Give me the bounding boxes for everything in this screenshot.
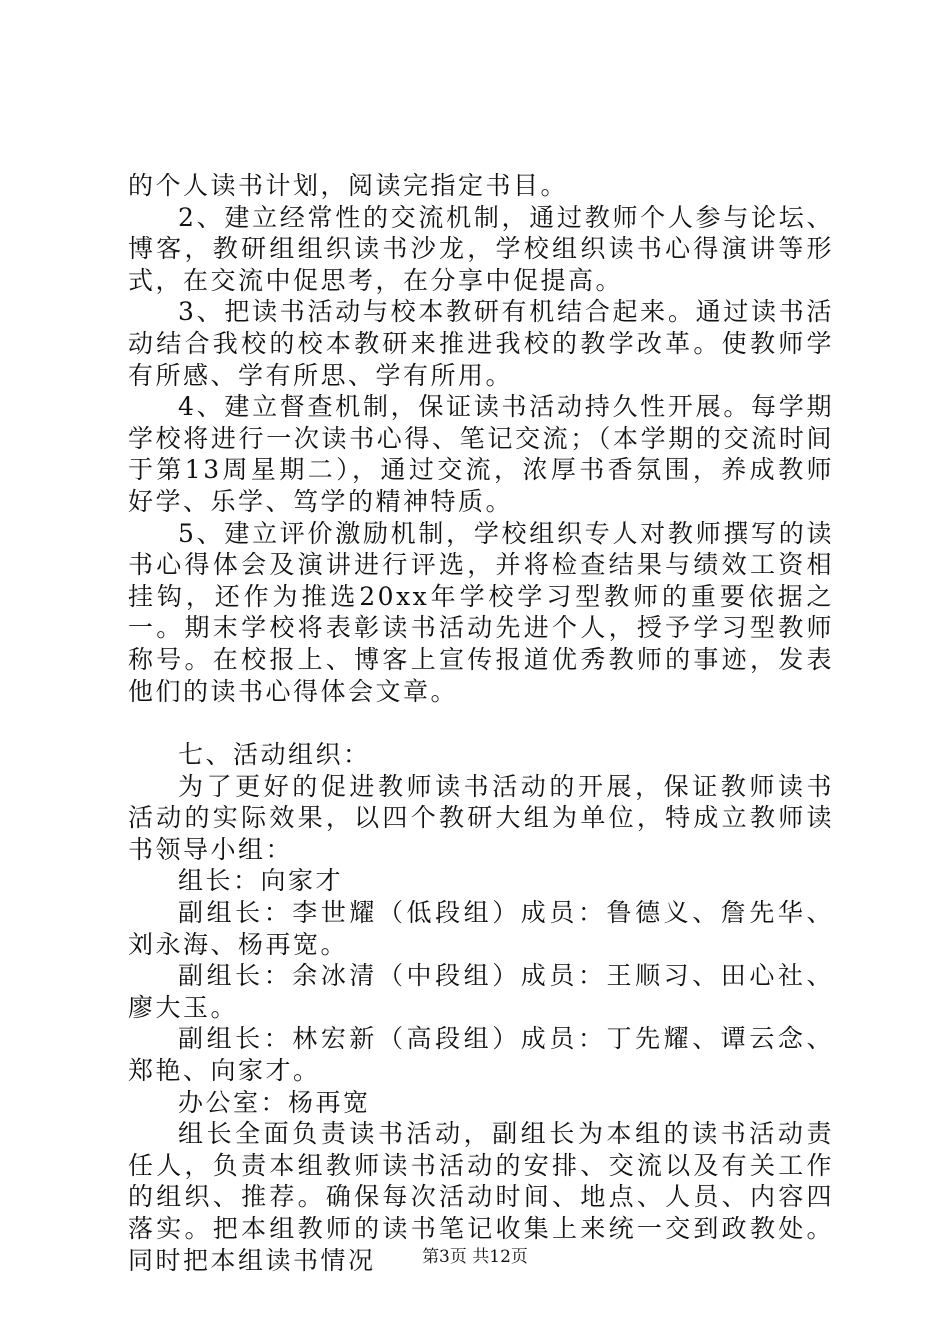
deputy-leader-low: 副组长：李世耀（低段组）成员：鲁德义、詹先华、刘永海、杨再宽。 — [128, 898, 834, 959]
group-leader: 组长：向家才 — [178, 866, 344, 896]
office: 办公室：杨再宽 — [178, 1087, 371, 1117]
paragraph-intro: 为了更好的促进教师读书活动的开展，保证教师读书活动的实际效果，以四个教研大组为单位，特成立教师读书领导小组： — [128, 771, 834, 864]
document-body — [128, 170, 834, 1276]
section-heading: 七、活动组织： — [178, 740, 371, 770]
paragraph-item-4: 4、建立督查机制，保证读书活动持久性开展。每学期学校将进行一次读书心得、笔记交流；（本学期的交流时间于第13周星期二），通过交流，浓厚书香氛围，养成教师好学、乐学、笃学的精神特质。 — [128, 392, 834, 516]
paragraph-item-2: 2、建立经常性的交流机制，通过教师个人参与论坛、博客，教研组组织读书沙龙，学校组织读书心得演讲等形式，在交流中促思考，在分享中促提高。 — [128, 202, 834, 295]
section-spacer — [128, 707, 834, 739]
paragraph-responsibilities: 组长全面负责读书活动，副组长为本组的读书活动责任人，负责本组教师读书活动的安排、交流以及有关工作的组织、推荐。确保每次活动时间、地点、人员、内容四落实。把本组教师的读书笔记收集上来统一交到政教处。同时把本组读书情况 — [128, 1119, 834, 1275]
paragraph-item-5: 5、建立评价激励机制，学校组织专人对教师撰写的读书心得体会及演讲进行评选，并将检查结果与绩效工资相挂钩，还作为推选20xx年学校学习型教师的重要依据之一。期末学校将表彰读书活动先进个人，授予学习型教师称号。在校报上、博客上宣传报道优秀教师的事迹，发表他们的读书心得体会文章。 — [128, 518, 834, 706]
page-footer: 第3页 共12页 — [422, 1247, 528, 1267]
deputy-leader-mid: 副组长：余冰清（中段组）成员：王顺习、田心社、廖大玉。 — [128, 961, 834, 1022]
paragraph-item-3: 3、把读书活动与校本教研有机结合起来。通过读书活动结合我校的校本教研来推进我校的教学改革。使教师学有所感、学有所思、学有所用。 — [128, 297, 834, 390]
deputy-leader-high: 副组长：林宏新（高段组）成员：丁先耀、谭云念、郑艳、向家才。 — [128, 1024, 834, 1086]
paragraph-continuation: 的个人读书计划，阅读完指定书目。 — [128, 171, 569, 200]
